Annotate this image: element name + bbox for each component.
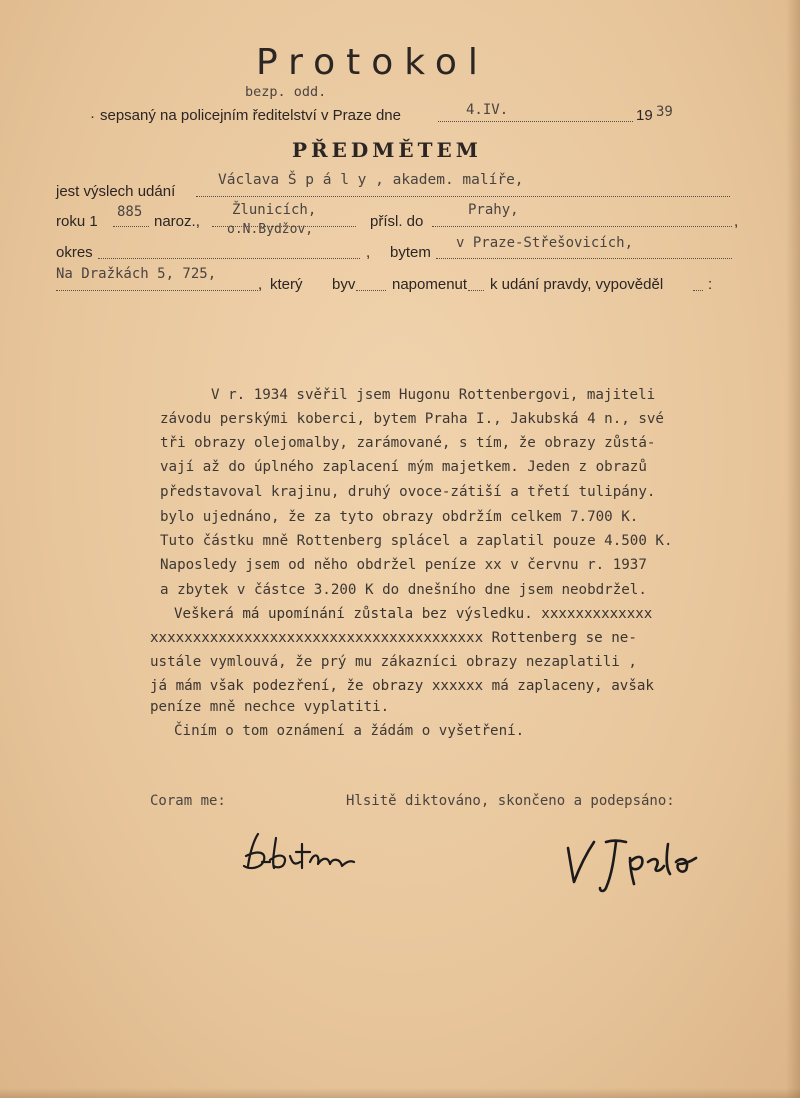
truth-dotted-line <box>693 290 703 291</box>
paper-edge-shadow <box>786 0 800 1098</box>
who-label: který <box>270 276 303 293</box>
colon-mark: : <box>708 276 713 293</box>
year-prefix: 19 <box>636 107 653 124</box>
district-label: okres <box>56 244 93 261</box>
statement-line: Činím o tom oznámení a žádám o vyšetření. <box>174 723 525 739</box>
coram-label: Coram me: <box>150 793 226 809</box>
warned-label: napomenut <box>392 276 468 293</box>
address: Na Dražkách 5, 725, <box>56 266 217 282</box>
birth-place-line2: o.N.Bydžov, <box>227 222 314 237</box>
living-label: bytem <box>390 244 431 261</box>
birth-place-line1: Žlunicích, <box>232 202 317 218</box>
dictated-label: Hlsitě diktováno, skončeno a podepsáno: <box>346 793 675 809</box>
year-label: roku 1 <box>56 213 98 230</box>
born-label: naroz., <box>154 213 200 230</box>
document-title: Protokol <box>256 42 489 83</box>
truth-label: k udání pravdy, vypověděl <box>490 276 664 293</box>
warned-dotted-line <box>468 290 484 291</box>
officer-signature <box>236 822 376 882</box>
witness-signature <box>560 818 730 898</box>
statement-line: závodu perskými koberci, bytem Praha I., Jakubská 4 n., své <box>160 411 664 427</box>
belong-label: přísl. do <box>370 213 424 230</box>
district-dotted-line <box>98 258 360 259</box>
comma-mark: , <box>258 276 263 293</box>
statement-line: vají až do úplného zaplacení mým majetkem. Jeden z obrazů <box>160 459 647 475</box>
belong-dotted-line <box>432 226 732 227</box>
statement-line: Naposledy jsem od něho obdržel peníze xx v červnu r. 1937 <box>160 557 647 573</box>
statement-line: a zbytek v částce 3.200 K do dnešního dne jsem neobdržel. <box>160 582 647 598</box>
paper-edge-shadow <box>0 1088 800 1098</box>
comma-mark: , <box>366 244 371 261</box>
date-dotted-line <box>438 121 633 122</box>
statement-line: bylo ujednáno, že za tyto obrazy obdržím celkem 7.700 K. <box>160 509 639 525</box>
residence: v Praze-Střešovicích, <box>456 235 634 251</box>
office-typed: bezp. odd. <box>245 84 327 100</box>
hearing-label: jest výslech udání <box>56 183 176 200</box>
belong-value: Prahy, <box>468 202 519 218</box>
subject-heading: PŘEDMĚTEM <box>292 138 482 162</box>
statement-line: xxxxxxxxxxxxxxxxxxxxxxxxxxxxxxxxxxxxxxx Rottenberg se ne- <box>150 630 637 646</box>
birth-year-dotted-line <box>113 226 149 227</box>
hearing-name: Václava Š p á l y , akadem. malíře, <box>218 172 524 188</box>
written-at-label: sepsaný na policejním ředitelství v Praze dne <box>100 107 401 124</box>
dot-mark: · <box>90 108 95 125</box>
address-dotted-line <box>56 290 258 291</box>
residence-dotted-line <box>436 258 732 259</box>
statement-line: peníze mně nechce vyplatiti. <box>150 699 390 715</box>
statement-line: já mám však podezření, že obrazy xxxxxx má zaplaceny, avšak <box>150 678 654 694</box>
statement-line: Tuto částku mně Rottenberg splácel a zaplatil pouze 4.500 K. <box>160 533 673 549</box>
date-typed: 4.IV. <box>466 102 509 118</box>
birth-year: 885 <box>117 204 143 220</box>
was-label: byv <box>332 276 356 293</box>
statement-line: ustále vymlouvá, že prý mu zákazníci obrazy nezaplatili , <box>150 654 637 670</box>
statement-line: tři obrazy olejomalby, zarámované, s tím, že obrazy zůstá- <box>160 435 656 451</box>
comma-mark: , <box>734 213 739 230</box>
year-typed: 39 <box>656 104 673 120</box>
hearing-dotted-line <box>196 196 730 197</box>
statement-line: Veškerá má upomínání zůstala bez výsledku. xxxxxxxxxxxxx <box>174 606 653 622</box>
was-dotted-line <box>356 290 386 291</box>
statement-line: představoval krajinu, druhý ovoce-zátiší a třetí tulipány. <box>160 484 656 500</box>
birth-place-dotted-line <box>212 226 356 227</box>
statement-line: V r. 1934 svěřil jsem Hugonu Rottenbergovi, majiteli <box>211 387 656 403</box>
